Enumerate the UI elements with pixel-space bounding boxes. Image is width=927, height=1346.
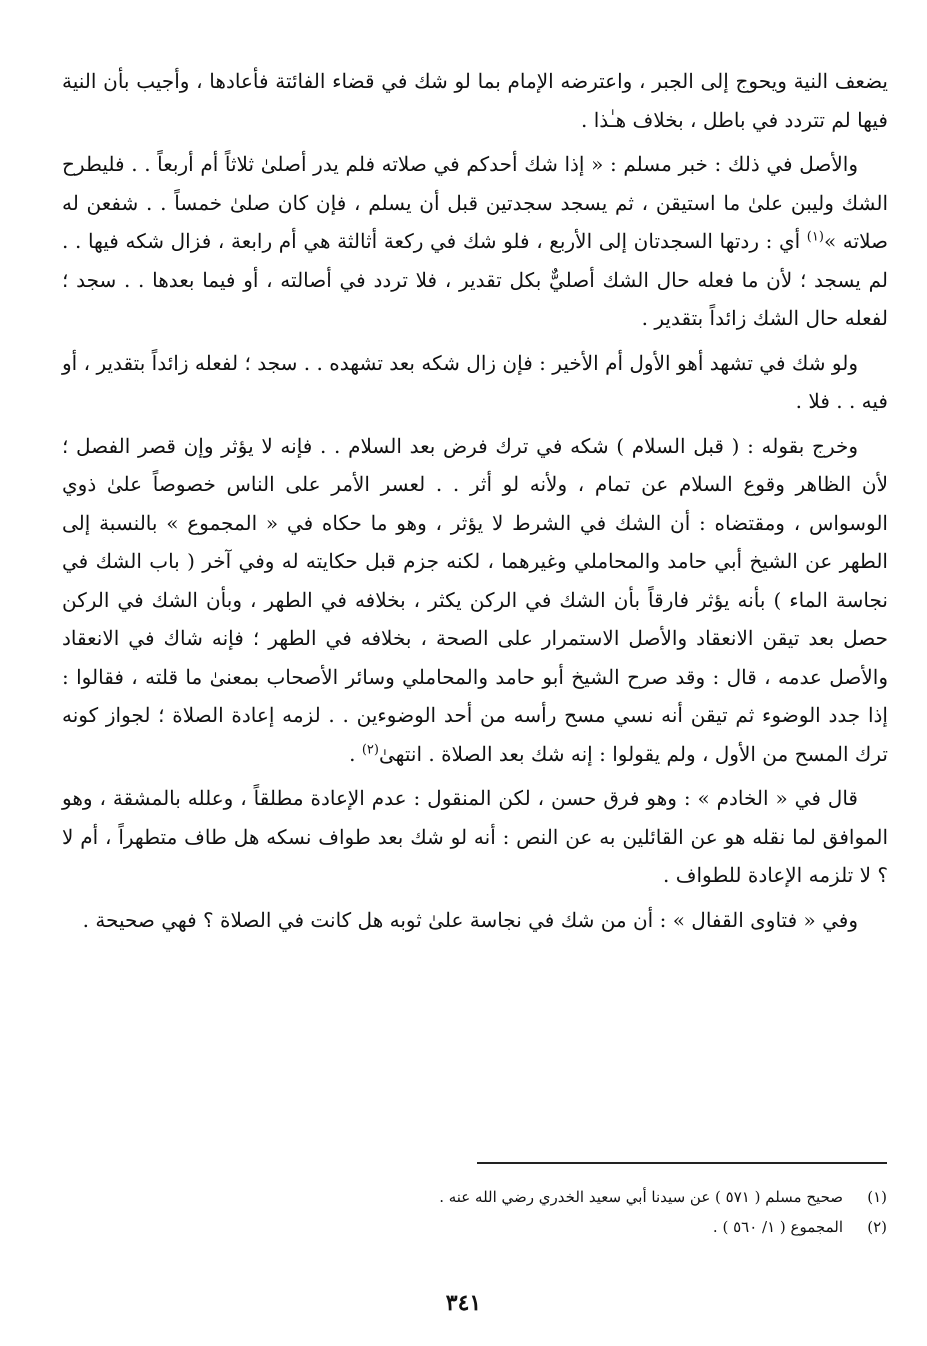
paragraph-4-tail: . — [349, 741, 362, 766]
paragraph-1 — [62, 62, 888, 139]
footnote-marker-1[interactable]: (١) — [806, 229, 824, 245]
paragraph-6 — [62, 901, 888, 940]
paragraph-5-text: قال في « الخادم » : وهو فرق حسن ، لكن المنقول : عدم الإعادة مطلقاً ، وعلله بالمشقة ، وهو الموافق لما نقله هو عن القائلين به عن النص : أنه لو شك بعد طواف نسكه هل طاف متطهراً ، أم لا ؟ لا تلزمه الإعادة للطواف . — [62, 786, 889, 887]
paragraph-3 — [62, 344, 888, 421]
paragraph-4 — [62, 427, 888, 774]
footnote-1 — [127, 1182, 887, 1212]
footnote-marker-2[interactable]: (٢) — [361, 741, 379, 757]
footnote-2-number: (٢) — [867, 1218, 887, 1236]
footnote-2-text: المجموع ( ١/ ٥٦٠ ) . — [712, 1218, 843, 1236]
page-body — [62, 62, 888, 945]
footnote-1-number: (١) — [867, 1188, 887, 1206]
paragraph-4-text: وخرج بقوله : ( قبل السلام ) شكه في ترك فرض بعد السلام . . فإنه لا يؤثر وإن قصر الفصل ؛ لأن الظاهر وقوع السلام عن تمام ، ولأنه لو أثر . . لعسر الأمر على الناس خصوصاً علىٰ ذوي الوسواس ، ومقتضاه : أن الشك في الشرط لا يؤثر ، وهو ما حكاه في « المجموع » بالنسبة إلى الطهر عن الشيخ أبي حامد والمحاملي وغيرهما ، لكنه جزم قبل حكايته له وفي آخر ( باب الشك في نجاسة الماء ) بأنه يؤثر فارقاً بأن الشك في الركن يكثر ، بخلافه في الطهر ، وبأن الشك في الركن حصل بعد تيقن الانعقاد والأصل الاستمرار على الصحة ، بخلافه في الطهر ؛ فإنه شاك في الانعقاد والأصل عدمه ، قال : وقد صرح الشيخ أبو حامد والمحاملي وسائر الأصحاب بمعنىٰ ما قلته ، فقالوا : إذا جدد الوضوء ثم تيقن أنه نسي مسح رأسه من أحد الوضوءين . . لزمه إعادة الصلاة ؛ لجواز كونه ترك المسح من الأول ، ولم يقولوا : إنه شك بعد الصلاة . انتهىٰ — [62, 433, 888, 766]
page-number: ٣٤١ — [445, 1290, 482, 1316]
footnote-1-text: صحيح مسلم ( ٥٧١ ) عن سيدنا أبي سعيد الخدري رضي الله عنه . — [439, 1188, 843, 1206]
footnote-divider — [477, 1162, 887, 1164]
paragraph-6-text: وفي « فتاوى القفال » : أن من شك في نجاسة علىٰ ثوبه هل كانت في الصلاة ؟ فهي صحيحة . — [82, 907, 858, 932]
footnotes — [127, 1182, 887, 1242]
paragraph-3-text: ولو شك في تشهد أهو الأول أم الأخير : فإن زال شكه بعد تشهده . . سجد ؛ لفعله زائداً بتقدير ، أو فيه . . فلا . — [62, 350, 888, 413]
paragraph-5 — [62, 779, 888, 895]
paragraph-1-text: يضعف النية ويحوج إلى الجبر ، واعترضه الإمام بما لو شك في قضاء الفائتة فأعادها ، وأجيب بأن النية فيها لم تتردد في باطل ، بخلاف هـٰذا . — [62, 69, 888, 132]
paragraph-2 — [62, 145, 888, 338]
footnote-2 — [127, 1212, 887, 1242]
paragraph-2-continuation: أي : ردتها السجدتان إلى الأربع ، فلو شك في ركعة أثالثة هي أم رابعة ، فزال شكه فيها . . لم يسجد ؛ لأن ما فعله حال الشك أصليٌّ بكل تقدير ، فلا تردد في أصالته ، أو فيما بعدها . . سجد ؛ لفعله حال الشك زائداً بتقدير . — [62, 229, 888, 330]
paragraph-2-text: والأصل في ذلك : خبر مسلم : « إذا شك أحدكم في صلاته فلم يدر أصلىٰ ثلاثاً أم أربعاً . . فليطرح الشك وليبن علىٰ ما استيقن ، ثم يسجد سجدتين قبل أن يسلم ، فإن كان صلىٰ خمساً . . شفعن له صلاته » — [62, 152, 888, 253]
